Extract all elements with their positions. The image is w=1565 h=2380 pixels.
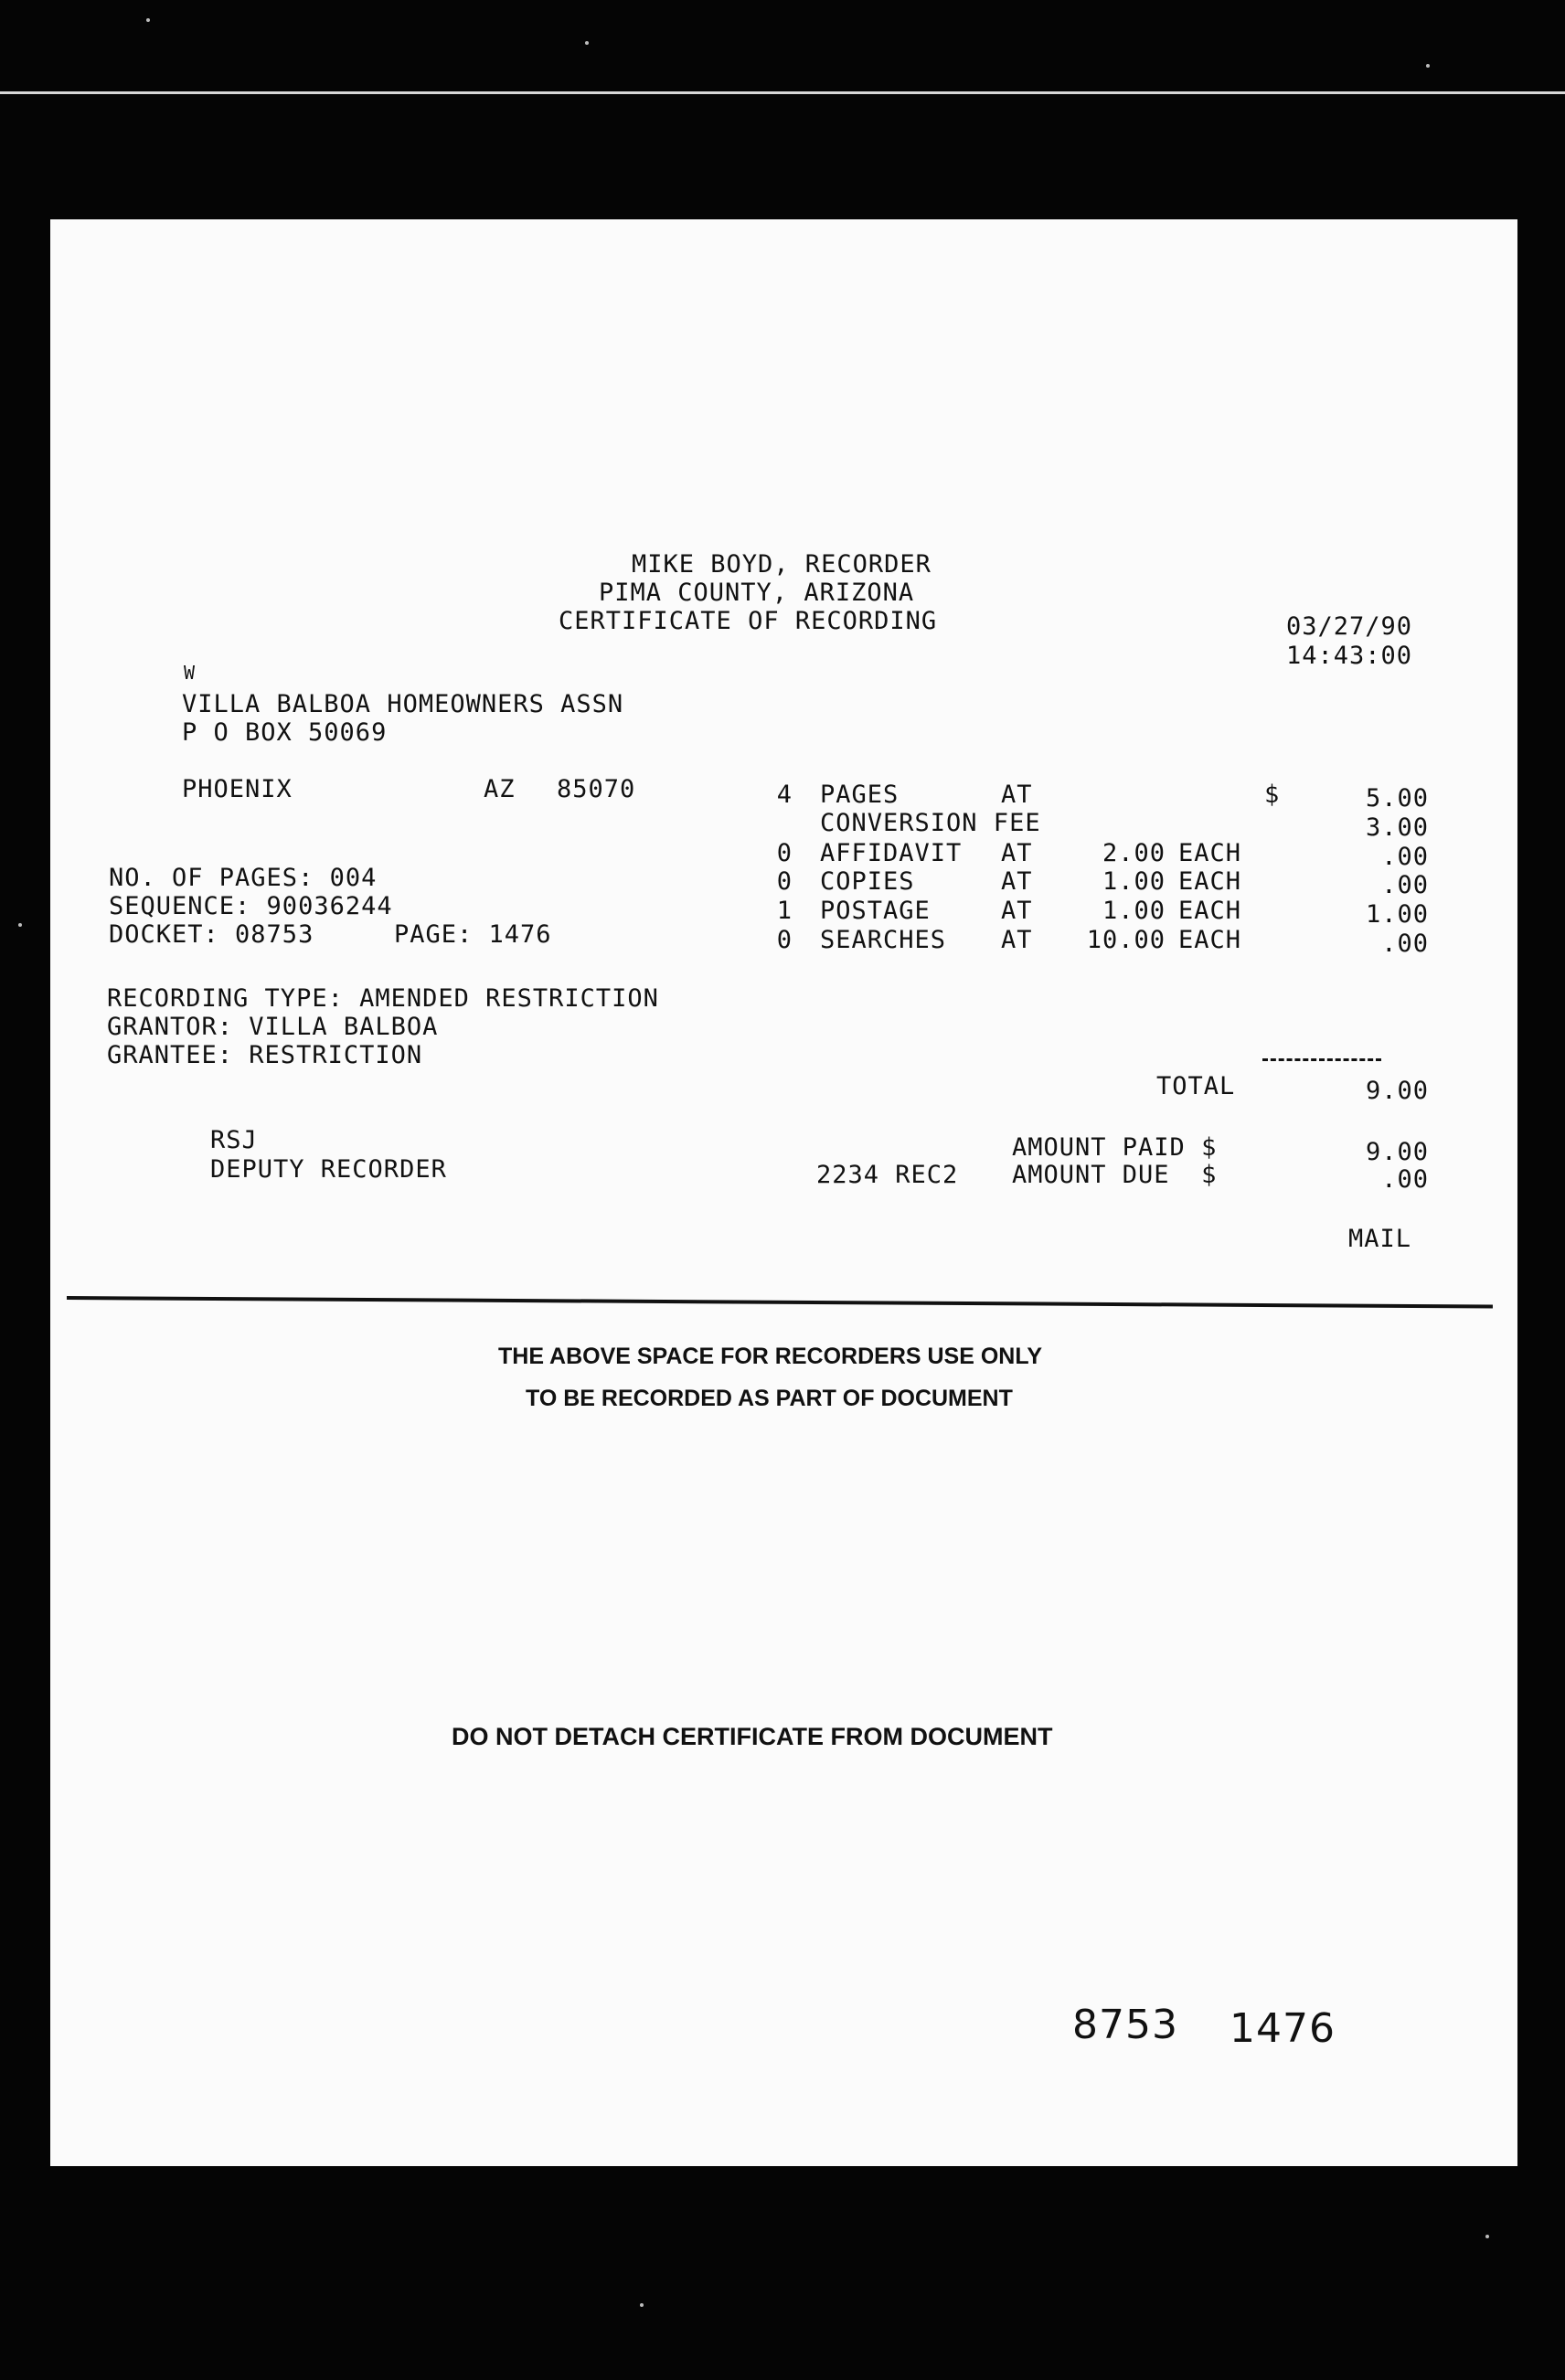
fee-each: EACH [1178, 897, 1242, 925]
fee-amount: .00 [1381, 930, 1429, 958]
fee-item: SEARCHES [820, 926, 947, 954]
addressee-box: P O BOX 50069 [182, 718, 388, 747]
fee-amount: .00 [1381, 871, 1429, 899]
fee-qty: 0 [776, 926, 793, 954]
recorder-name: MIKE BOYD, RECORDER [632, 550, 932, 579]
fee-qty: 4 [776, 781, 793, 809]
fee-rate: 10.00 [1086, 926, 1166, 954]
fee-qty: 0 [776, 867, 793, 896]
fee-qty: 1 [776, 897, 793, 925]
register-code: 2234 REC2 [816, 1161, 959, 1189]
scan-speck [1426, 64, 1430, 68]
fee-amount: .00 [1381, 843, 1429, 871]
stamp-docket: 8753 [1072, 2002, 1178, 2048]
deputy-title: DEPUTY RECORDER [210, 1155, 447, 1184]
fee-at: AT [1001, 839, 1033, 867]
docket-number: DOCKET: 08753 [109, 920, 314, 949]
scan-speck [18, 923, 22, 927]
recorder-space-divider [67, 1296, 1493, 1309]
amount-due-label: AMOUNT DUE $ [1012, 1161, 1218, 1189]
fee-amount: 3.00 [1365, 813, 1429, 842]
total-rule [1262, 1058, 1381, 1061]
fee-rate: 2.00 [1102, 839, 1166, 867]
fee-item: COPIES [820, 867, 915, 896]
fee-item: AFFIDAVIT [820, 839, 963, 867]
number-of-pages: NO. OF PAGES: 004 [109, 864, 378, 892]
recording-date: 03/27/90 [1286, 612, 1413, 641]
fee-each: EACH [1178, 926, 1242, 954]
recording-type: RECORDING TYPE: AMENDED RESTRICTION [107, 984, 659, 1013]
scan-speck [585, 41, 589, 45]
fee-amount: 5.00 [1365, 784, 1429, 813]
fee-each: EACH [1178, 867, 1242, 896]
addressee-zip: 85070 [557, 775, 636, 803]
fee-currency: $ [1264, 781, 1281, 809]
docket-page: PAGE: 1476 [394, 920, 552, 949]
delivery-method: MAIL [1348, 1225, 1412, 1253]
scan-speck [640, 2303, 644, 2307]
deputy-initials: RSJ [210, 1126, 258, 1154]
grantee: GRANTEE: RESTRICTION [107, 1041, 423, 1069]
scan-speck [146, 18, 150, 22]
addressee-mark: W [184, 662, 197, 684]
certificate-title: CERTIFICATE OF RECORDING [559, 607, 938, 635]
do-not-detach-notice: DO NOT DETACH CERTIFICATE FROM DOCUMENT [452, 1723, 1053, 1750]
fee-rate: 1.00 [1102, 867, 1166, 896]
total-amount: 9.00 [1365, 1077, 1429, 1105]
addressee-name: VILLA BALBOA HOMEOWNERS ASSN [182, 690, 624, 718]
fee-item: PAGES [820, 781, 900, 809]
amount-paid: 9.00 [1365, 1138, 1429, 1166]
sequence-number: SEQUENCE: 90036244 [109, 892, 393, 920]
certificate-page [50, 219, 1517, 2166]
scan-edge-line [0, 91, 1565, 94]
stamp-page: 1476 [1230, 2005, 1336, 2052]
fee-at: AT [1001, 781, 1033, 809]
scan-speck [1485, 2235, 1489, 2238]
fee-at: AT [1001, 926, 1033, 954]
addressee-city: PHOENIX [182, 775, 293, 803]
amount-due: .00 [1381, 1165, 1429, 1194]
fee-amount: 1.00 [1365, 900, 1429, 929]
total-label: TOTAL [1156, 1072, 1236, 1100]
fee-at: AT [1001, 867, 1033, 896]
addressee-state: AZ [484, 775, 516, 803]
fee-each: EACH [1178, 839, 1242, 867]
fee-at: AT [1001, 897, 1033, 925]
fee-item: POSTAGE [820, 897, 931, 925]
fee-rate: 1.00 [1102, 897, 1166, 925]
amount-paid-label: AMOUNT PAID $ [1012, 1133, 1218, 1162]
recording-time: 14:43:00 [1286, 642, 1413, 670]
recorder-space-notice: THE ABOVE SPACE FOR RECORDERS USE ONLY [498, 1344, 1042, 1369]
recorded-part-notice: TO BE RECORDED AS PART OF DOCUMENT [526, 1386, 1013, 1411]
grantor: GRANTOR: VILLA BALBOA [107, 1013, 439, 1041]
fee-item: CONVERSION FEE [820, 809, 1041, 837]
county-state: PIMA COUNTY, ARIZONA [599, 579, 915, 607]
fee-qty: 0 [776, 839, 793, 867]
